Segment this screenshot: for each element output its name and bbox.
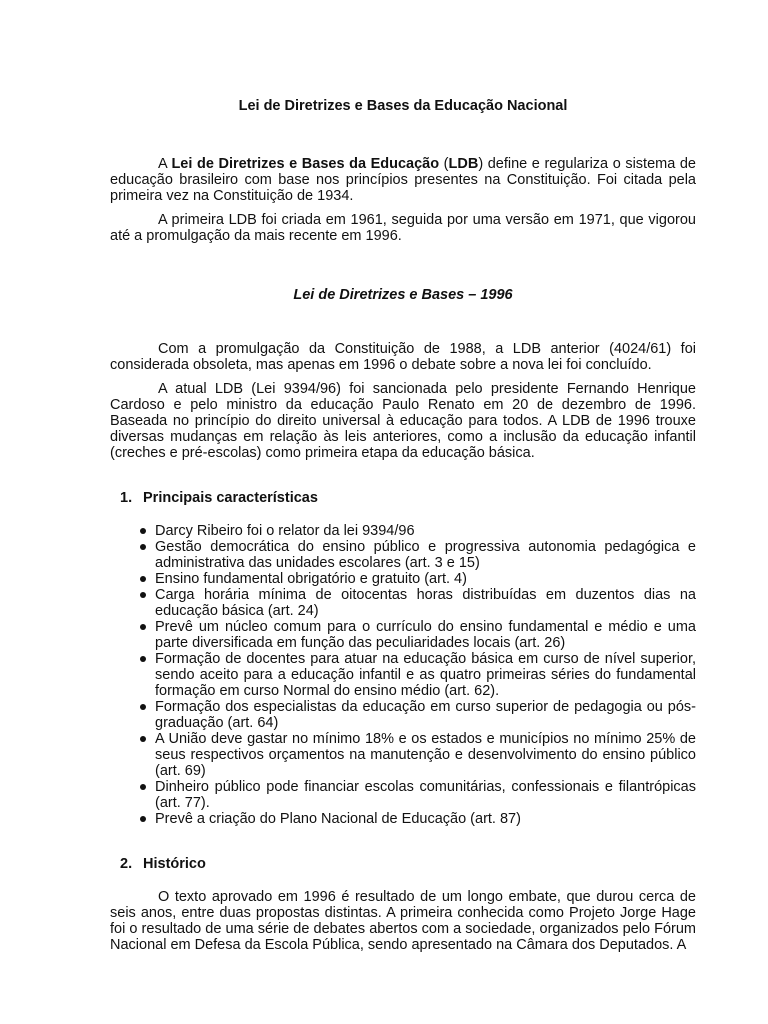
list-item: Formação dos especialistas da educação em curso superior de pedagogia ou pós-graduação (art. 64)	[110, 699, 696, 731]
list-item: Gestão democrática do ensino público e progressiva autonomia pedagógica e administrativa das unidades escolares (art. 3 e 15)	[110, 539, 696, 571]
document-title: Lei de Diretrizes e Bases da Educação Nacional	[238, 98, 568, 114]
list-item: A União deve gastar no mínimo 18% e os estados e municípios no mínimo 25% de seus respectivos orçamentos na manutenção e desenvolvimento do ensino público (art. 69)	[110, 731, 696, 779]
list-item: Prevê um núcleo comum para o currículo do ensino fundamental e médio e uma parte diversificada em função das peculiaridades locais (art. 26)	[110, 619, 696, 651]
intro-paragraph-2: A primeira LDB foi criada em 1961, seguida por uma versão em 1971, que vigorou até a promulgação da mais recente em 1996.	[110, 212, 696, 244]
intro-rest: ) define e regulariza o sistema de educação brasileiro com base nos princípios presentes na Constituição. Foi citada pela primeira vez na Constituição de 1934.	[110, 156, 696, 204]
ldb-full-name: Lei de Diretrizes e Bases da Educação	[171, 156, 440, 172]
ldb-abbreviation: LDB	[448, 156, 479, 172]
section-1-number: 1.	[120, 490, 133, 506]
list-item: Carga horária mínima de oitocentas horas distribuídas em duzentos dias na educação básica (art. 24)	[110, 587, 696, 619]
section-2-title: Histórico	[143, 856, 206, 872]
section-subtitle-1996: Lei de Diretrizes e Bases – 1996	[293, 287, 513, 303]
intro-prefix: A	[158, 156, 172, 172]
ldb-1996-paragraph-1: Com a promulgação da Constituição de 1988, a LDB anterior (4024/61) foi considerada obsoleta, mas apenas em 1996 o debate sobre a nova lei foi concluído.	[110, 341, 696, 373]
section-1-heading	[110, 490, 696, 506]
list-item: Darcy Ribeiro foi o relator da lei 9394/96	[110, 523, 696, 539]
ldb-1996-paragraph-2: A atual LDB (Lei 9394/96) foi sancionada pelo presidente Fernando Henrique Cardoso e pelo ministro da educação Paulo Renato em 20 de dezembro de 1996. Baseada no princípio do direito universal à educação para todos. A LDB de 1996 trouxe diversas mudanças em relação às leis anteriores, como a inclusão da educação infantil (creches e pré-escolas) como primeira etapa da educação básica.	[110, 381, 696, 461]
list-item: Ensino fundamental obrigatório e gratuito (art. 4)	[110, 571, 696, 587]
list-item: Formação de docentes para atuar na educação básica em curso de nível superior, sendo aceito para a educação infantil e as quatro primeiras séries do fundamental formação em curso Normal do ensino médio (art. 62).	[110, 651, 696, 699]
section-2-heading	[110, 856, 696, 872]
characteristics-list	[110, 523, 696, 827]
historico-paragraph-1: O texto aprovado em 1996 é resultado de um longo embate, que durou cerca de seis anos, entre duas propostas distintas. A primeira conhecida como Projeto Jorge Hage foi o resultado de uma série de debates abertos com a sociedade, organizados pelo Fórum Nacional em Defesa da Escola Pública, sendo apresentado na Câmara dos Deputados. A	[110, 889, 696, 953]
list-item: Dinheiro público pode financiar escolas comunitárias, confessionais e filantrópicas (art. 77).	[110, 779, 696, 811]
intro-paren-open: (	[439, 156, 449, 172]
document-page	[110, 98, 696, 961]
intro-paragraph-1	[110, 156, 696, 204]
section-1-title: Principais características	[143, 490, 318, 506]
section-2-number: 2.	[120, 856, 133, 872]
list-item: Prevê a criação do Plano Nacional de Educação (art. 87)	[110, 811, 696, 827]
